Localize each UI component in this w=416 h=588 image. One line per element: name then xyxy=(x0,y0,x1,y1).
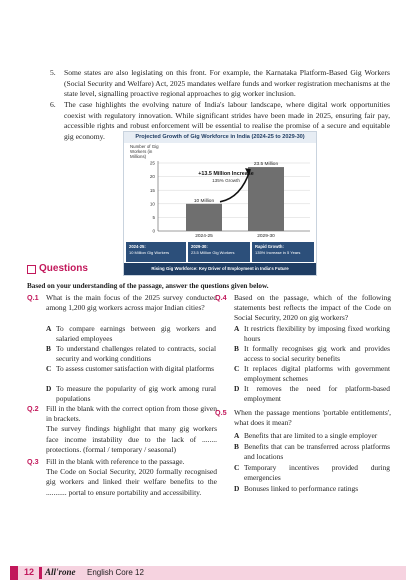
growth-annotation: +13.5 Million Increase xyxy=(198,171,254,177)
question-4-options xyxy=(234,324,392,404)
paragraph-text: The case highlights the evolving nature of India's labour landscape, where digital work opportunities coexist with regulatory innovation. While significant strides have been made in 2025, ensuring fair pay, accessible rights and robust enforcement will be essential to realise the promise of a secure and equitable gig economy. xyxy=(64,100,390,141)
y-tick-label: 20 xyxy=(149,174,155,180)
option-letter: A xyxy=(234,324,240,333)
question-1-options xyxy=(46,324,218,403)
y-axis-label: Millions) xyxy=(130,154,147,159)
question-2 xyxy=(27,404,217,455)
question-number: Q.2 xyxy=(27,404,39,413)
bar-value-label: 10 Million xyxy=(193,198,215,204)
y-tick-label: 0 xyxy=(152,228,155,234)
option-letter: D xyxy=(234,484,240,493)
question-5 xyxy=(215,408,391,428)
question-text: When the passage mentions 'portable entitlements', what does it mean? xyxy=(234,408,391,428)
questions-checkbox-icon xyxy=(27,265,36,274)
question-prompt: The Code on Social Security, 2020 formally recognised gig workers and linked their welfare benefits to the ........... portal to ensure portability and accessibility. xyxy=(46,467,217,497)
info-box-2 xyxy=(188,242,250,262)
page-number: 12 xyxy=(24,567,35,577)
y-tick-label: 5 xyxy=(152,215,155,220)
info-box-text: 23.5 Million Gig Workers xyxy=(191,249,235,255)
option-text[interactable]: It removes the need for platform-based employment xyxy=(244,384,390,403)
option-letter: D xyxy=(234,384,240,393)
y-tick-label: 10 xyxy=(149,201,155,207)
question-prompt: The survey findings highlight that many gig workers face income instability due to the lack of ........ protections. (formal / temporary / seasonal) xyxy=(46,424,217,454)
paragraph-text: Some states are also legislating on this front. For example, the Karnataka Platform-Based Gig Workers (Social Security and Welfare) Act, 2025 mandates welfare funds and worker registration mechanisms at the state level, signalling proactive regional approaches to gig worker inclusion. xyxy=(64,68,390,99)
info-box-head: Rapid Growth: xyxy=(255,244,284,249)
question-number: Q.3 xyxy=(27,457,39,466)
question-4 xyxy=(215,293,391,324)
option-text[interactable]: To compare earnings between gig workers and salaried employees xyxy=(56,324,216,343)
option-letter: B xyxy=(234,442,239,451)
instructions: Based on your understanding of the passage, answer the questions given below. xyxy=(27,282,269,290)
chart-footer: Rising Gig Workforce: Key Driver of Employment in India's Future xyxy=(124,263,316,275)
book-title: English Core 12 xyxy=(87,568,144,577)
paragraph-number: 6. xyxy=(50,100,56,109)
info-box-head: 2029-30: xyxy=(191,244,208,249)
question-number: Q.5 xyxy=(215,408,227,417)
option-letter: B xyxy=(234,344,239,353)
question-1 xyxy=(27,293,217,313)
option-text[interactable]: To understand challenges related to contracts, social security and working conditions xyxy=(56,344,216,363)
option-text[interactable]: It formally recognises gig work and provides access to social security benefits xyxy=(244,344,390,363)
brand-logo: All'rone xyxy=(45,567,76,577)
option-letter: C xyxy=(234,364,240,373)
info-box-3 xyxy=(252,242,314,262)
option-text[interactable]: Temporary incentives provided during emergencies xyxy=(244,463,390,482)
option-letter: D xyxy=(46,384,52,393)
info-box-text: 135% Increase in 5 Years xyxy=(255,249,301,255)
y-tick-label: 25 xyxy=(149,160,155,166)
option-letter: A xyxy=(234,431,240,440)
option-text[interactable]: It replaces digital platforms with government employment schemes xyxy=(244,364,390,383)
option-text[interactable]: To measure the popularity of gig work among rural populations xyxy=(56,384,216,403)
footer-accent xyxy=(10,566,18,580)
option-text[interactable]: It restricts flexibility by imposing fixed working hours xyxy=(244,324,390,343)
question-text: What is the main focus of the 2025 survey conducted among 1,200 gig workers across major Indian cities? xyxy=(46,293,217,313)
bar xyxy=(186,204,222,231)
option-letter: B xyxy=(46,344,51,353)
info-box-text: 10 Million Gig Workers xyxy=(129,249,170,255)
question-number: Q.1 xyxy=(27,293,39,302)
option-text[interactable]: Benefits that can be transferred across platforms and locations xyxy=(244,442,390,461)
option-letter: A xyxy=(46,324,52,333)
question-text: Based on the passage, which of the following statements best reflects the impact of the Code on Social Security, 2020 on gig workers? xyxy=(234,293,391,323)
growth-chart xyxy=(123,131,317,276)
option-text[interactable]: Benefits that are limited to a single employer xyxy=(244,431,378,440)
y-axis-label: Workers (in xyxy=(130,149,153,154)
y-axis-label: Number of Gig xyxy=(130,144,159,149)
y-tick-label: 15 xyxy=(149,187,155,193)
brand-divider xyxy=(39,567,42,579)
option-letter: C xyxy=(234,463,240,472)
growth-percentage: 135% Growth xyxy=(212,178,240,183)
x-tick-label: 2029-30 xyxy=(257,234,275,239)
question-text: Fill in the blank with reference to the passage. xyxy=(46,457,185,466)
option-letter: C xyxy=(46,364,52,373)
info-box-1 xyxy=(126,242,186,262)
question-5-options xyxy=(234,431,392,511)
chart-plot xyxy=(124,143,316,243)
paragraph-number: 5. xyxy=(50,68,56,77)
bar-value-label: 23.5 Million xyxy=(253,162,279,168)
option-text[interactable]: To assess customer satisfaction with digital platforms xyxy=(56,364,214,373)
info-box-head: 2024-25: xyxy=(129,244,146,249)
paragraph-5 xyxy=(50,68,390,100)
question-number: Q.4 xyxy=(215,293,227,302)
questions-heading: Questions xyxy=(39,263,88,274)
chart-title: Projected Growth of Gig Workforce in India (2024-25 to 2029-30) xyxy=(124,132,316,143)
question-3 xyxy=(27,457,217,498)
question-text: Fill in the blank with the correct option from those given in brackets. xyxy=(46,404,217,424)
option-text[interactable]: Bonuses linked to performance ratings xyxy=(244,484,359,493)
x-tick-label: 2024-25 xyxy=(195,234,213,239)
